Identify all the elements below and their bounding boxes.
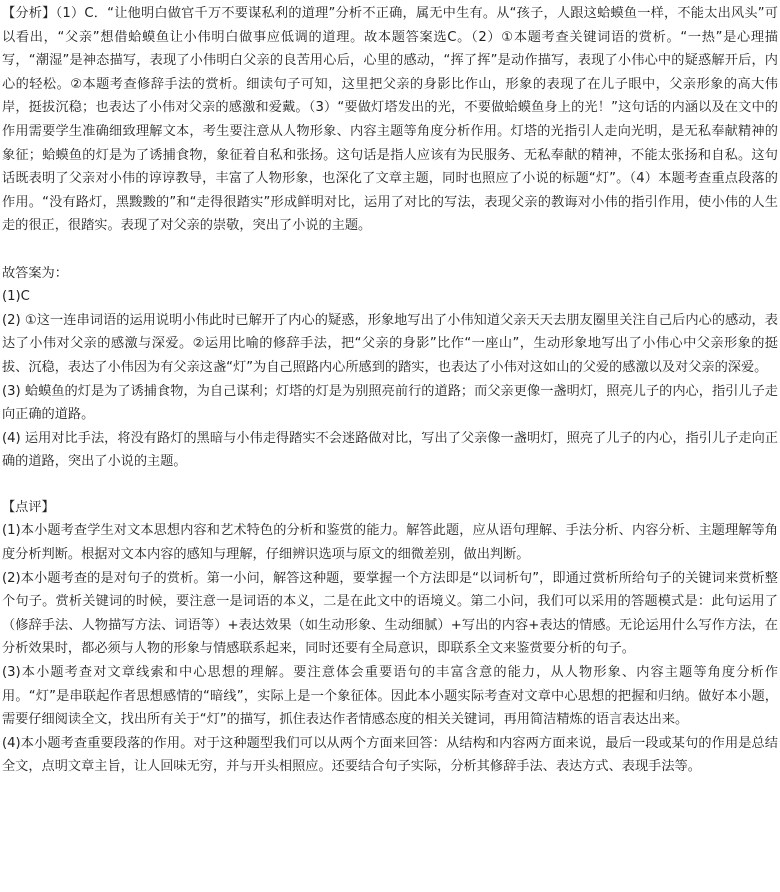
- section-spacer: [2, 238, 778, 262]
- analysis-paragraph: 【分析】（1）C．“让他明白做官千万不要谋私利的道理”分析不正确，属无中生有。从“孩子，人跟这蛤蟆鱼一样，不能太出风头”可以看出，“父亲”想借蛤蟆鱼让小伟明白做事应低调的道理。故本题答案选C。（2）①本题考查关键词语的赏析。“一热”是心理描写，“潮湿”是神态描写，表现了小伟明白父亲的良苦用心后，心里的感动，“挥了挥”是动作描写，表现了小伟心中的疑惑解开后，内心的轻松。②本题考查修辞手法的赏析。细读句子可知，这里把父亲的身影比作山，形象的表现了在儿子眼中，父亲形象的高大伟岸，挺拔沉稳；也表达了小伟对父亲的感激和爱戴。（3）“要做灯塔发出的光，不要做蛤蟆鱼身上的光！”这句话的内涵以及在文中的作用需要学生准确细致理解文本，考生要注意从人物形象、内容主题等角度分析作用。灯塔的光指引人走向光明，是无私奉献精神的象征；蛤蟆鱼的灯是为了诱捕食物，象征着自私和张扬。这句话是指人应该有为民服务、无私奉献的精神，不能太张扬和自私。这句话既表明了父亲对小伟的谆谆教导，丰富了人物形象，也深化了文章主题，同时也照应了小说的标题“灯”。（4）本题考查重点段落的作用。“没有路灯，黑黢黢的”和“走得很踏实”形成鲜明对比，运用了对比的写法，表现父亲的教诲对小伟的指引作用，使小伟的人生走的很正，很踏实。表现了对父亲的崇敬，突出了小说的主题。: [2, 6, 778, 234]
- answer-heading: 故答案为：: [2, 265, 68, 281]
- answer-item-2: (2) ①这一连串词语的运用说明小伟此时已解开了内心的疑惑，形象地写出了小伟知道父亲天天去朋友圈里关注自己后内心的感动，表达了小伟对父亲的感激与深爱。②运用比喻的修辞手法，把“父亲的身影”比作“一座山”，生动形象地写出了小伟心中父亲形象的挺拔、沉稳，表达了小伟因为有父亲这盏“灯”为自己照路内心所感到的踏实，也表达了小伟对这如山的父爱的感激以及对父亲的深爱。: [2, 312, 778, 375]
- answer-item-4: (4) 运用对比手法，将没有路灯的黑暗与小伟走得踏实不会迷路做对比，写出了父亲像一盏明灯，照亮了儿子的内心，指引儿子走向正确的道路，突出了小说的主题。: [2, 430, 778, 470]
- comment-heading: 【点评】: [2, 499, 55, 515]
- comment-item-2: (2)本小题考查的是对句子的赏析。第一小问，解答这种题，要掌握一个方法即是“以词析句”，即通过赏析所给句子的关键词来赏析整个句子。赏析关键词的时候，要注意一是词语的本义，二是在此文中的语境义。第二小问，我们可以采用的答题模式是：此句运用了（修辞手法、人物描写方法、词语等）+表达效果（如生动形象、生动细腻）+写出的内容+表达的情感。无论运用什么写作方法，在分析效果时，都必须与人物的形象与情感联系起来，同时还要有全局意识，即联系全文来鉴赏要分析的句子。: [2, 570, 778, 657]
- section-spacer: [2, 474, 778, 496]
- comment-item-3: (3)本小题考查对文章线索和中心思想的理解。要注意体会重要语句的丰富含意的能力，从人物形象、内容主题等角度分析作用。“灯”是串联起作者思想感情的“暗线”，实际上是一个象征体。因此本小题实际考查对文章中心思想的把握和归纳。做好本小题，需要仔细阅读全文，找出所有关于“灯”的描写，抓住表达作者情感态度的相关关键词，再用简洁精炼的语言表达出来。: [2, 665, 778, 728]
- answer-item-3: (3) 蛤蟆鱼的灯是为了诱捕食物，为自己谋利；灯塔的灯是为别照亮前行的道路；而父亲更像一盏明灯，照亮儿子的内心，指引儿子走向正确的道路。: [2, 383, 778, 423]
- answer-item-1: (1)C: [2, 289, 30, 305]
- solution-document: [2, 2, 778, 779]
- comment-item-1: (1)本小题考查学生对文本思想内容和艺术特色的分析和鉴赏的能力。解答此题，应从语句理解、手法分析、内容分析、主题理解等角度分析判断。根据对文本内容的感知与理解，仔细辨识选项与原文的细微差别，做出判断。: [2, 523, 778, 563]
- comment-item-4: (4)本小题考查重要段落的作用。对于这种题型我们可以从两个方面来回答：从结构和内容两方面来说，最后一段或某句的作用是总结全文，点明文章主旨，让人回味无穷，并与开头相照应。还要结合句子实际，分析其修辞手法、表达方式、表现手法等。: [2, 735, 778, 775]
